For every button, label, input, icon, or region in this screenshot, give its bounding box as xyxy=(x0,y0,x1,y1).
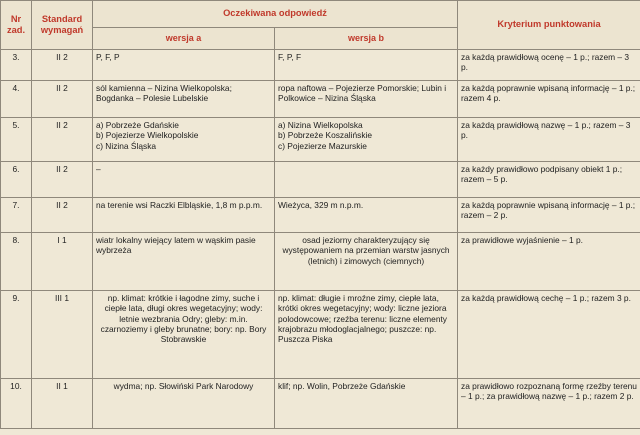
header-nr: Nr zad. xyxy=(1,1,32,50)
answer-version-b: Wieżyca, 329 m n.p.m. xyxy=(275,198,458,233)
table-row xyxy=(1,162,640,198)
scoring-criterion: za każdą poprawnie wpisaną informację – 1 p.; razem 4 p. xyxy=(458,81,640,118)
answer-version-a: np. klimat: krótkie i łagodne zimy, suche i ciepłe lata, długi okres wegetacyjny; wody: letnie wezbrania Odry; gleby: m.in. czarnoziemy i gleby brunatne; bory: np. Bory Stobrawskie xyxy=(93,291,275,379)
answer-version-b: ropa naftowa – Pojezierze Pomorskie; Lubin i Polkowice – Nizina Śląska xyxy=(275,81,458,118)
answer-version-a: a) Pobrzeże Gdańskie b) Pojezierze Wielkopolskie c) Nizina Śląska xyxy=(93,118,275,162)
header-expected-answer: Oczekiwana odpowiedź xyxy=(93,1,458,28)
scoring-criterion: za prawidłowe wyjaśnienie – 1 p. xyxy=(458,233,640,291)
standard-code: II 2 xyxy=(32,162,93,198)
table-row xyxy=(1,81,640,118)
answer-version-a: – xyxy=(93,162,275,198)
scoring-criterion: za każdą prawidłową nazwę – 1 p.; razem – 3 p. xyxy=(458,118,640,162)
header-version-a: wersja a xyxy=(93,28,275,50)
table-row xyxy=(1,50,640,81)
scoring-criterion: za prawidłowo rozpoznaną formę rzeźby terenu – 1 p.; za prawidłową nazwę – 1 p.; razem 2 p. xyxy=(458,379,640,429)
task-number: 7. xyxy=(1,198,32,233)
answer-version-a: wiatr lokalny wiejący latem w wąskim pasie wybrzeża xyxy=(93,233,275,291)
scoring-criterion: za każdą prawidłową cechę – 1 p.; razem 3 p. xyxy=(458,291,640,379)
standard-code: III 1 xyxy=(32,291,93,379)
standard-code: II 2 xyxy=(32,81,93,118)
standard-code: II 2 xyxy=(32,198,93,233)
task-number: 8. xyxy=(1,233,32,291)
scoring-criterion: za każdą poprawnie wpisaną informację – 1 p.; razem – 2 p. xyxy=(458,198,640,233)
header-standard: Standard wymagań xyxy=(32,1,93,50)
scoring-criterion: za każdą prawidłową ocenę – 1 p.; razem – 3 p. xyxy=(458,50,640,81)
task-number: 5. xyxy=(1,118,32,162)
answer-version-b: osad jeziorny charakteryzujący się występowaniem na przemian warstw jasnych (letnich) i zimowych (ciemnych) xyxy=(275,233,458,291)
standard-code: II 2 xyxy=(32,50,93,81)
answer-version-b xyxy=(275,162,458,198)
answer-version-a: sól kamienna – Nizina Wielkopolska; Bogdanka – Polesie Lubelskie xyxy=(93,81,275,118)
table-row xyxy=(1,379,640,429)
standard-code: II 2 xyxy=(32,118,93,162)
task-number: 6. xyxy=(1,162,32,198)
task-number: 3. xyxy=(1,50,32,81)
table-row xyxy=(1,198,640,233)
answer-version-b: klif; np. Wolin, Pobrzeże Gdańskie xyxy=(275,379,458,429)
task-number: 4. xyxy=(1,81,32,118)
task-number: 10. xyxy=(1,379,32,429)
answer-version-a: P, F, P xyxy=(93,50,275,81)
table-row xyxy=(1,118,640,162)
scoring-criterion: za każdy prawidłowo podpisany obiekt 1 p.; razem – 5 p. xyxy=(458,162,640,198)
header-criterion: Kryterium punktowania xyxy=(458,1,640,50)
table-row xyxy=(1,291,640,379)
answer-version-a: wydma; np. Słowiński Park Narodowy xyxy=(93,379,275,429)
standard-code: II 1 xyxy=(32,379,93,429)
answer-version-b: a) Nizina Wielkopolska b) Pobrzeże Koszalińskie c) Pojezierze Mazurskie xyxy=(275,118,458,162)
answer-version-b: np. klimat: długie i mroźne zimy, ciepłe lata, krótki okres wegetacyjny; wody: liczne jeziora polodowcowe; rzeźba terenu: liczne elementy krajobrazu młodoglacjalnego; puszcze: np. Puszcza Piska xyxy=(275,291,458,379)
answer-version-b: F, P, F xyxy=(275,50,458,81)
header-version-b: wersja b xyxy=(275,28,458,50)
task-number: 9. xyxy=(1,291,32,379)
standard-code: I 1 xyxy=(32,233,93,291)
table-row xyxy=(1,233,640,291)
answer-version-a: na terenie wsi Raczki Elbląskie, 1,8 m p.p.m. xyxy=(93,198,275,233)
